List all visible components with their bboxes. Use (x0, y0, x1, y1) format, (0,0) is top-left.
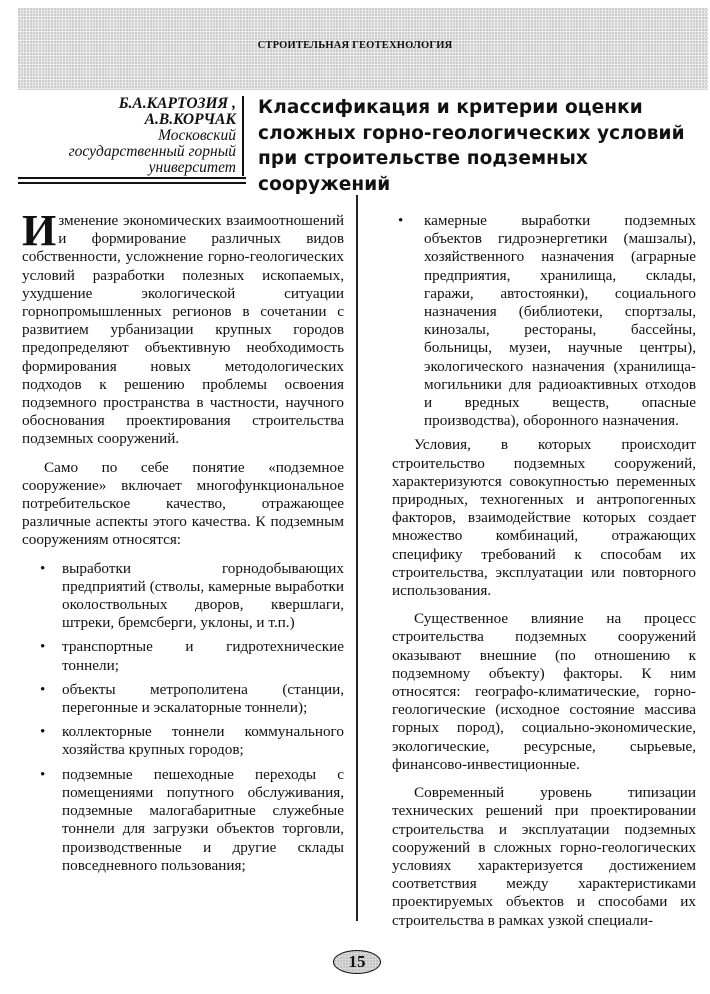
list-item: • объекты метрополитена (станции, перегонные и эскалаторные тоннели); (40, 680, 344, 717)
title-line-2: сложных горно-геологических условий (258, 122, 685, 144)
affiliation-line-2: государственный горный (68, 143, 236, 160)
bullet-icon: • (40, 559, 46, 577)
list-item: • коллекторные тоннели коммунального хозяйства крупных городов; (40, 723, 344, 759)
column-divider (356, 195, 358, 921)
structure-list-continued (392, 212, 696, 430)
title-line-4: сооружений (258, 173, 391, 195)
structure-list (22, 560, 344, 875)
title-line-3: при строительстве подземных (258, 148, 588, 169)
paragraph-external-factors: Существенное влияние на процесс строительства подземных сооружений оказывают внешние (по отношению к подземному объекту) факторы. К ним относятся: географо-климатические, горно-геологические (исходное состояние массива горных пород), социально-экономические, экологические, ресурсные, сырьевые, финансово-инвестиционные. (392, 610, 696, 773)
list-item: • подземные пешеходные переходы с помещениями попутного обслуживания, подземные малогабаритные служебные тоннели для загрузки объектов торговли, производственные и другие склады повседневного пользования; (40, 765, 344, 874)
right-column (392, 212, 696, 940)
authors-rule-secondary (18, 182, 246, 184)
paragraph-typification: Современный уровень типизации технических решений при проектировании строительства и эксплуатации подземных сооружений в сложных горно-геологических условиях характеризуется достижением соответствия между характеристиками проектируемых объектов и способами их строительства в рамках узкой специали- (392, 784, 696, 929)
list-item: • транспортные и гидротехнические тоннели; (40, 638, 344, 674)
author-2: А.В.КОРЧАК (144, 111, 236, 128)
bullet-icon: • (40, 765, 46, 783)
paragraph-conditions: Условия, в которых происходит строительство подземных сооружений, характеризуются совокупностью переменных природных, техногенных и антропогенных факторов, взаимодействие которых создает множество комбинаций, отражающих специфику требований к способам их строительства, эксплуатации или повторного использования. (392, 436, 696, 600)
intro-text: зменение экономических взаимоотношений и формирование различных видов собственности, усложнение горно-геологических условий разработки полезных ископаемых, ухудшение экологической ситуации горнопромышленных регионов в сочетании с развитием урбанизации крупных городов предопределяют объективную необходимость формирования новых методологических подходов к решению проблемы освоения подземного пространства в частности, научного обоснования проектирования строительства подземных сооружений. (22, 212, 344, 448)
bullet-icon: • (40, 680, 46, 698)
list-item: • камерные выработки подземных объектов гидроэнергетики (машзалы), хозяйственного назначения (аграрные предприятия, хранилища, склады, гаражи, автостоянки), социального назначения (библиотеки, спортзалы, кинозалы, рестораны, бассейны, больницы, музеи, научные центры), экологического назначения (хранилища-могильники для радиоактивных отходов и вредных веществ, опасные производства), оборонного назначения. (398, 212, 696, 430)
affiliation-line-3: университет (148, 159, 236, 176)
paragraph-2: Само по себе понятие «подземное сооружение» включает многофункциональное потребительское качество, отражающее различные аспекты этого качества. К подземным сооружениям относятся: (22, 458, 344, 549)
bullet-icon: • (398, 212, 404, 229)
bullet-icon: • (40, 638, 46, 656)
left-column (22, 206, 344, 881)
affiliation-line-1: Московский (158, 127, 236, 144)
intro-paragraph (22, 206, 344, 449)
authors-block (18, 96, 244, 176)
article-title (258, 95, 698, 197)
bullet-icon: • (40, 723, 46, 741)
authors-rule (18, 177, 246, 179)
running-head: СТРОИТЕЛЬНАЯ ГЕОТЕХНОЛОГИЯ (257, 40, 453, 51)
drop-cap: И (22, 206, 57, 255)
author-1: Б.А.КАРТОЗИЯ , (118, 95, 236, 112)
page-number: 15 (333, 950, 381, 974)
list-item: • выработки горнодобывающих предприятий (стволы, камерные выработки околоствольных дворов, квершлаги, штреки, бремсберги, уклоны, и т.п.) (40, 559, 344, 632)
title-line-1: Классификация и критерии оценки (258, 97, 643, 118)
